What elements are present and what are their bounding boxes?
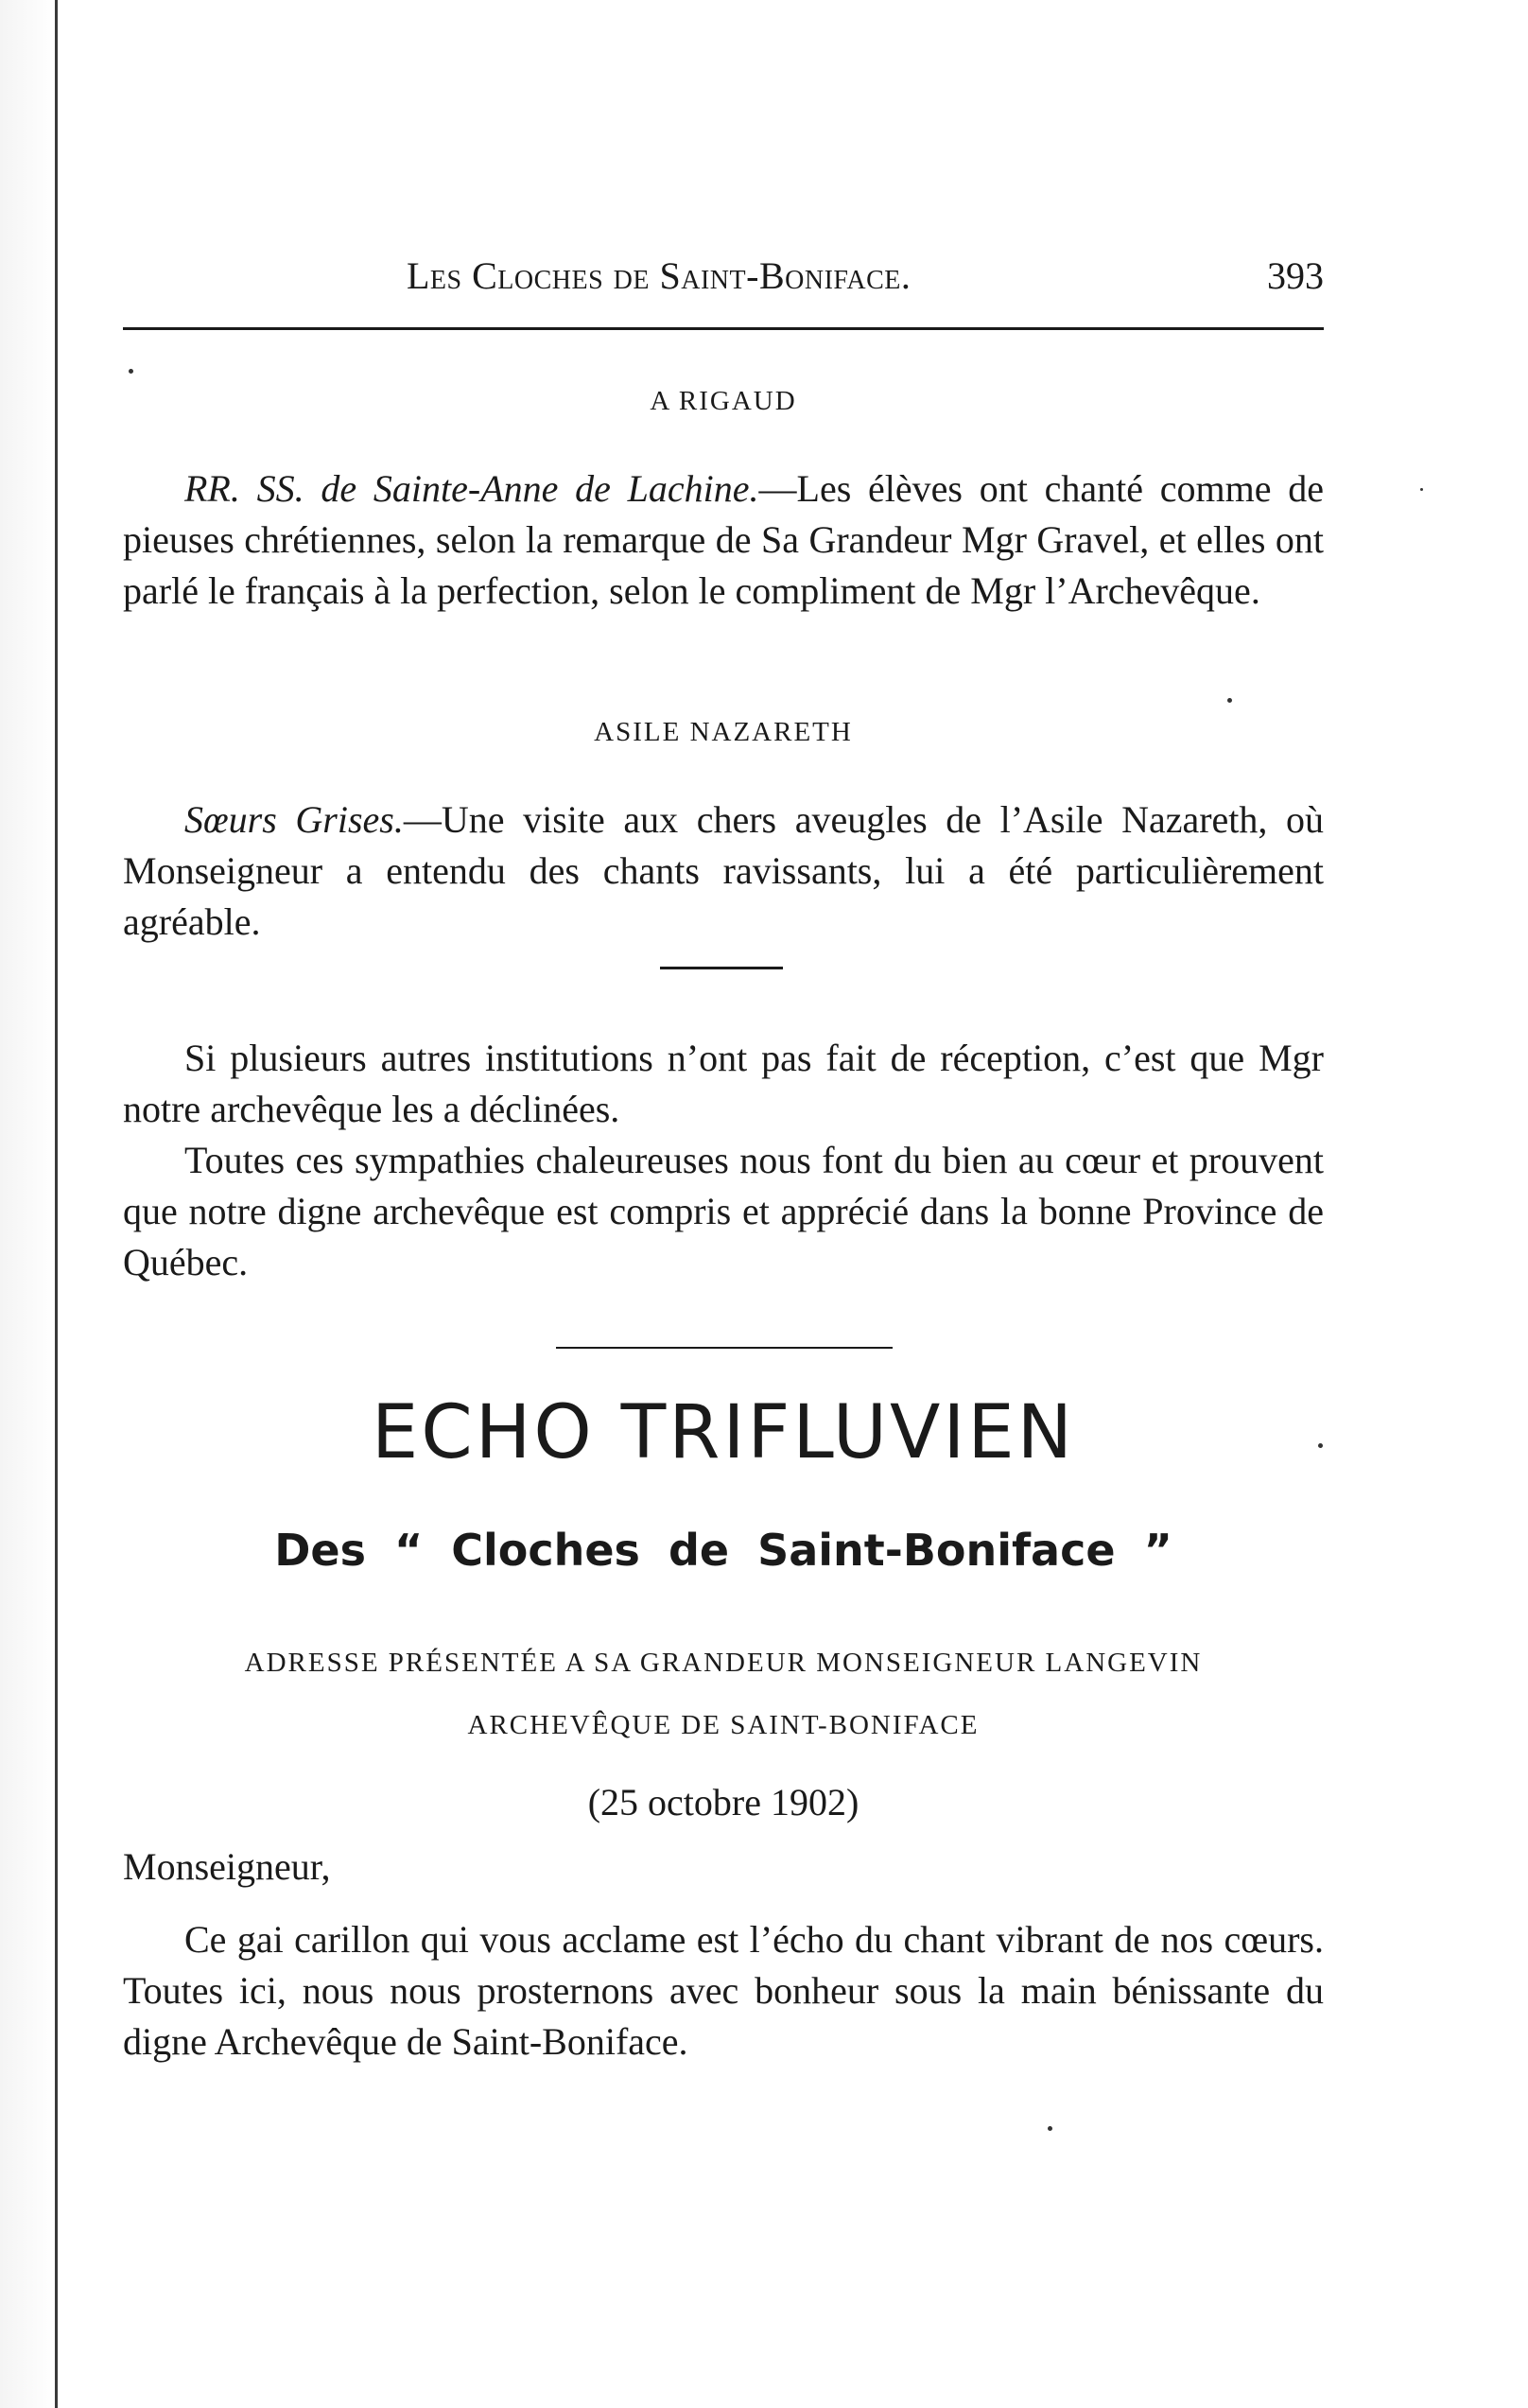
section-divider-short <box>660 967 783 969</box>
paragraph-lachine-lead: RR. SS. de Sainte-Anne de Lachine. <box>184 467 759 510</box>
paragraph-soeurs-grises-lead: Sœurs Grises. <box>184 798 404 841</box>
page-number: 393 <box>1267 254 1324 297</box>
page-margin-shadow <box>0 0 55 2408</box>
paragraph-institutions: Si plusieurs autres institutions n’ont pas fait de réception, c’est que Mgr notre archevêque les a déclinées. <box>123 1037 1324 1130</box>
page-binding-edge <box>55 0 58 2408</box>
article-subtitle: Des “ Cloches de Saint-Boniface ” <box>274 1525 1172 1576</box>
paragraph-soeurs-grises <box>123 794 1324 948</box>
article-divider <box>556 1347 893 1349</box>
print-speck <box>1227 698 1232 703</box>
paragraph-lachine <box>123 463 1324 617</box>
running-title: Les Cloches de Saint-Boniface. <box>407 254 912 297</box>
paragraph-lachine-body: —Les élèves ont chanté comme de pieuses chrétiennes, selon la remarque de Sa Grandeur Mgr Gravel, et elles ont parlé le français à la perfection, selon le compliment de Mgr l’Archevêque. <box>123 467 1324 612</box>
print-speck <box>1420 488 1423 491</box>
address-line-2: ARCHEVÊQUE DE SAINT-BONIFACE <box>467 1710 980 1740</box>
letter-body: Ce gai carillon qui vous acclame est l’écho du chant vibrant de nos cœurs. Toutes ici, nous nous prosternons avec bonheur sous la main bénissante du digne Archevêque de Saint-Boniface. <box>123 1918 1324 2063</box>
section-heading-nazareth: ASILE NAZARETH <box>594 717 853 747</box>
header-rule <box>123 327 1324 330</box>
print-speck <box>1048 2126 1052 2131</box>
paragraph-sympathies: Toutes ces sympathies chaleureuses nous font du bien au cœur et prouvent que notre digne archevêque est compris et apprécié dans la bonne Province de Québec. <box>123 1139 1324 1283</box>
letter-date: (25 octobre 1902) <box>587 1781 860 1823</box>
running-head <box>123 253 1324 301</box>
address-line-1: ADRESSE PRÉSENTÉE A SA GRANDEUR MONSEIGNEUR LANGEVIN <box>244 1648 1203 1678</box>
letter-salutation: Monseigneur, <box>123 1845 331 1888</box>
paragraph-soeurs-grises-body: —Une visite aux chers aveugles de l’Asile Nazareth, où Monseigneur a entendu des chants ravissants, lui a été particulièrement agréable. <box>123 798 1325 943</box>
section-heading-rigaud: A RIGAUD <box>650 386 797 416</box>
print-speck <box>129 369 133 374</box>
print-speck <box>1318 1443 1323 1448</box>
article-title: ECHO TRIFLUVIEN <box>372 1390 1075 1475</box>
